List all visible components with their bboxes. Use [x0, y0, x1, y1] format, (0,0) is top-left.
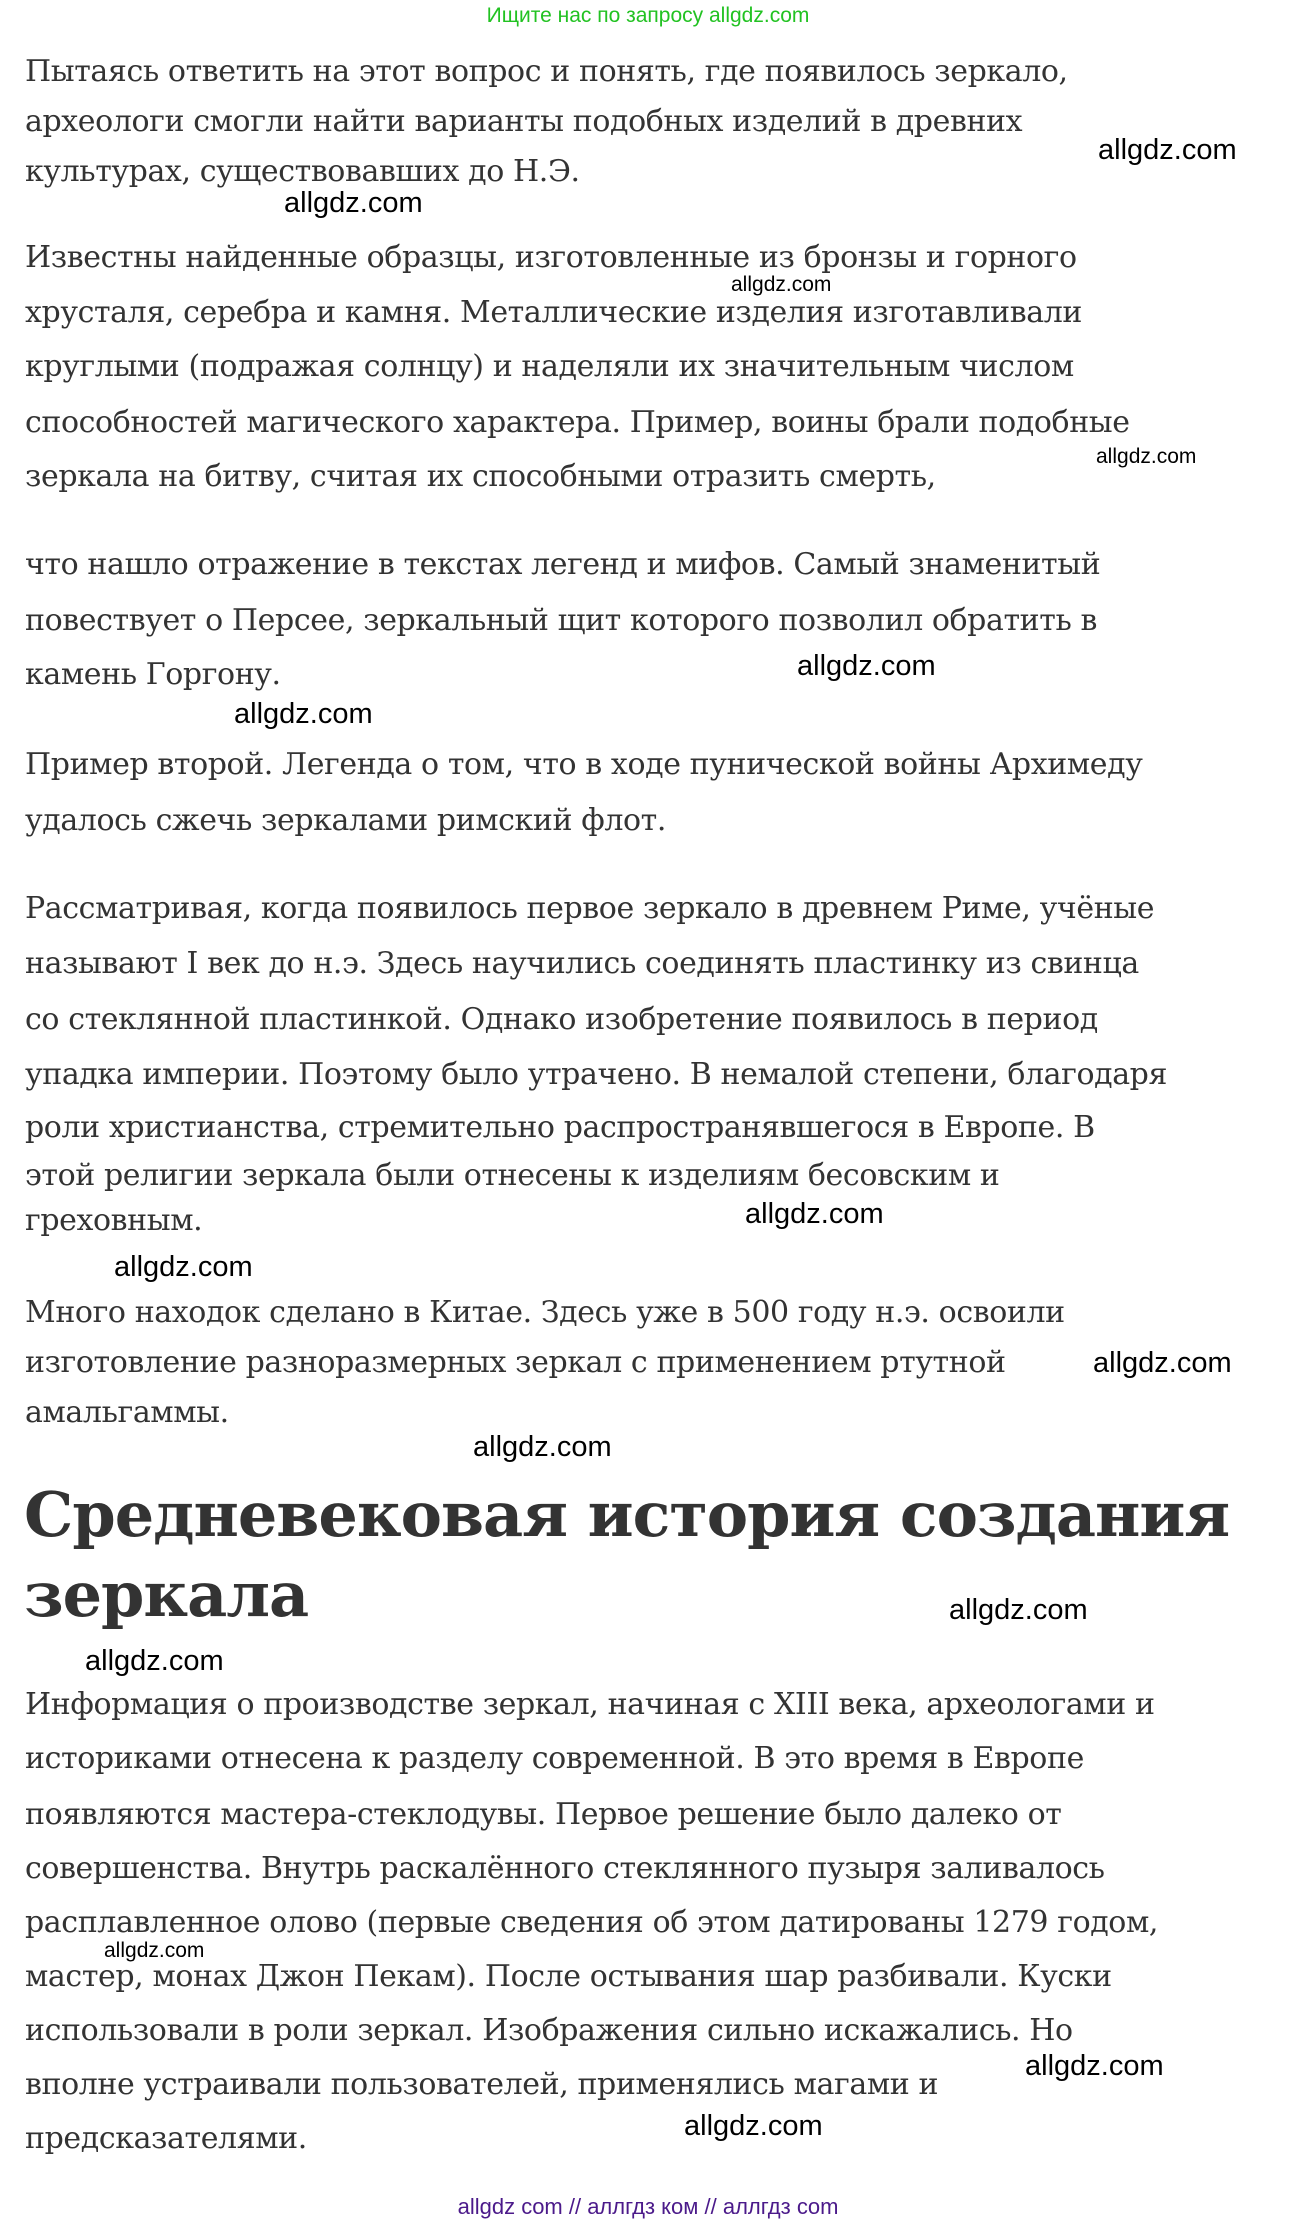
text-line: появляются мастера-стеклодувы. Первое решение было далеко от: [25, 1797, 1062, 1832]
watermark: allgdz.com: [1096, 445, 1197, 468]
text-line: греховным.: [25, 1203, 203, 1238]
watermark: allgdz.com: [745, 1198, 884, 1230]
text-line: амальгаммы.: [25, 1395, 229, 1430]
watermark: allgdz.com: [684, 2110, 823, 2142]
text-line: археологи смогли найти варианты подобных изделий в древних: [25, 104, 1023, 139]
text-line: мастер, монах Джон Пекам). После остывания шар разбивали. Куски: [25, 1959, 1112, 1994]
text-line: предсказателями.: [25, 2121, 307, 2156]
text-line: Пытаясь ответить на этот вопрос и понять, где появилось зеркало,: [25, 54, 1068, 89]
heading-line: Средневековая история создания: [24, 1478, 1230, 1551]
text-line: круглыми (подражая солнцу) и наделяли их значительным числом: [25, 349, 1074, 384]
watermark: allgdz.com: [473, 1431, 612, 1463]
text-line: изготовление разноразмерных зеркал с применением ртутной: [25, 1345, 1006, 1380]
text-line: удалось сжечь зеркалами римский флот.: [25, 803, 666, 838]
heading-line: зеркала: [24, 1558, 309, 1631]
text-line: со стеклянной пластинкой. Однако изобретение появилось в период: [25, 1002, 1098, 1037]
watermark: allgdz.com: [1025, 2050, 1164, 2082]
text-line: культурах, существовавших до Н.Э.: [25, 154, 580, 189]
text-line: Много находок сделано в Китае. Здесь уже в 500 году н.э. освоили: [25, 1295, 1065, 1330]
text-line: называют I век до н.э. Здесь научились соединять пластинку из свинца: [25, 946, 1139, 981]
text-line: Известны найденные образцы, изготовленные из бронзы и горного: [25, 240, 1077, 275]
watermark: allgdz.com: [1098, 134, 1237, 166]
watermark: allgdz.com: [104, 1939, 205, 1962]
watermark: allgdz.com: [949, 1594, 1088, 1626]
watermark: allgdz.com: [731, 273, 832, 296]
text-line: камень Горгону.: [25, 657, 281, 692]
footer-watermark: allgdz com // аллгдз ком // аллгдз com: [457, 2194, 839, 2219]
watermark: allgdz.com: [284, 187, 423, 219]
text-line: упадка империи. Поэтому было утрачено. В немалой степени, благодаря: [25, 1057, 1168, 1092]
text-line: вполне устраивали пользователей, применялись магами и: [25, 2067, 939, 2102]
watermark: allgdz.com: [797, 650, 936, 682]
text-line: Рассматривая, когда появилось первое зеркало в древнем Риме, учёные: [25, 891, 1155, 926]
text-line: что нашло отражение в текстах легенд и мифов. Самый знаменитый: [25, 547, 1101, 582]
watermark: allgdz.com: [1093, 1347, 1232, 1379]
text-line: этой религии зеркала были отнесены к изделиям бесовским и: [25, 1158, 1000, 1193]
text-line: Информация о производстве зеркал, начиная с XIII века, археологами и: [25, 1687, 1155, 1722]
watermark: allgdz.com: [85, 1645, 224, 1677]
text-line: совершенства. Внутрь раскалённого стеклянного пузыря заливалось: [25, 1851, 1105, 1886]
text-line: Пример второй. Легенда о том, что в ходе пунической войны Архимеду: [25, 747, 1143, 782]
search-hint-banner: Ищите нас по запросу allgdz.com: [486, 4, 810, 27]
text-line: роли христианства, стремительно распространявшегося в Европе. В: [25, 1110, 1095, 1145]
text-line: хрусталя, серебра и камня. Металлические изделия изготавливали: [25, 295, 1082, 330]
text-line: расплавленное олово (первые сведения об этом датированы 1279 годом,: [25, 1905, 1159, 1940]
text-line: зеркала на битву, считая их способными отразить смерть,: [25, 459, 936, 494]
text-line: использовали в роли зеркал. Изображения сильно искажались. Но: [25, 2013, 1073, 2048]
text-line: историками отнесена к разделу современной. В это время в Европе: [25, 1741, 1084, 1776]
text-line: способностей магического характера. Пример, воины брали подобные: [25, 405, 1130, 440]
text-line: повествует о Персее, зеркальный щит которого позволил обратить в: [25, 603, 1098, 638]
watermark: allgdz.com: [114, 1251, 253, 1283]
watermark: allgdz.com: [234, 698, 373, 730]
